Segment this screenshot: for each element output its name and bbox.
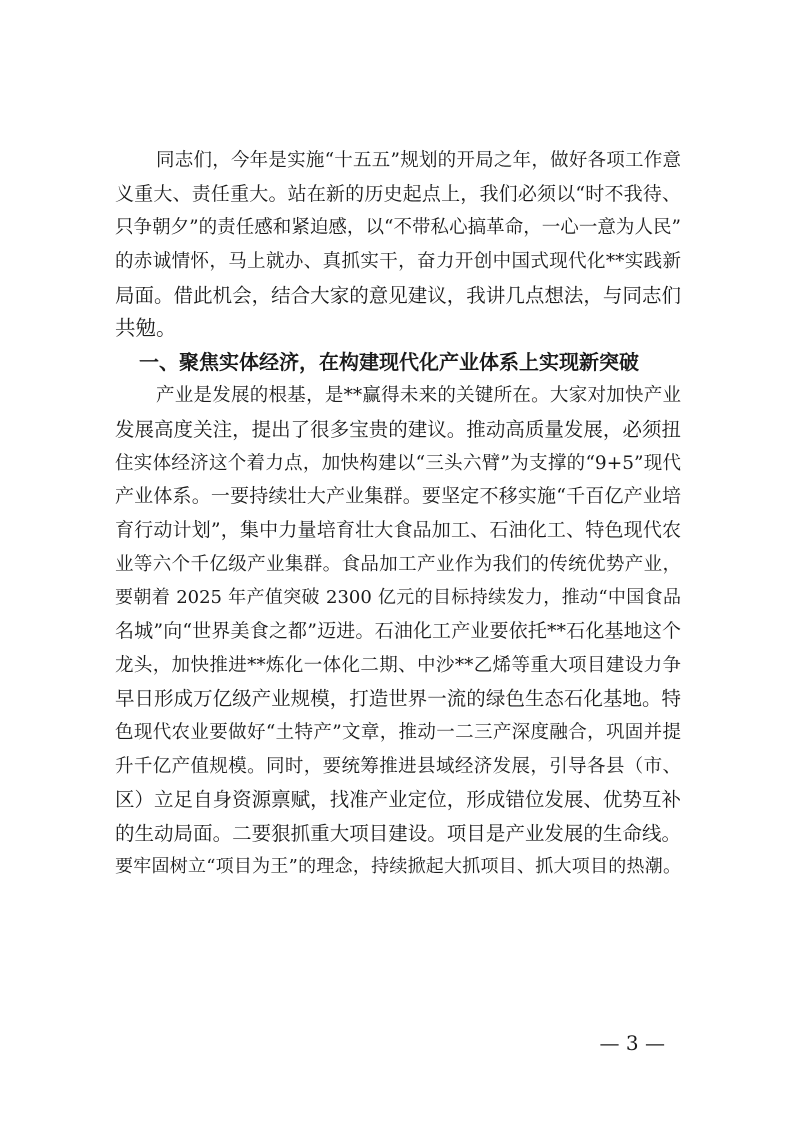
paragraph-line: 升千亿产值规模。同时，要统筹推进县域经济发展，引导各县（市、 — [115, 755, 681, 777]
paragraph-line: 局面。借此机会，结合大家的意见建议，我讲几点想法，与同志们 — [115, 283, 681, 307]
paragraph-line: 发展高度关注，提出了很多宝贵的建议。推动高质量发展，必须扭 — [115, 418, 681, 442]
paragraph-line: 区）立足自身资源禀赋，找准产业定位，形成错位发展、优势互补 — [115, 788, 681, 812]
paragraph-line: 要牢固树立“项目为王”的理念，持续掀起大抓项目、抓大项目的热潮。 — [115, 856, 681, 878]
paragraph-line: 龙头，加快推进**炼化一体化二期、中沙**乙烯等重大项目建设力争 — [115, 654, 681, 676]
paragraph-line: 同志们，今年是实施“十五五”规划的开局之年，做好各项工作意 — [156, 150, 681, 171]
paragraph-line: 共勉。 — [115, 316, 177, 341]
paragraph-line: 要朝着 2025 年产值突破 2300 亿元的目标持续发力，推动“中国食品 — [115, 587, 681, 609]
page-number: — 3 — — [599, 1031, 665, 1055]
document-body — [115, 144, 681, 884]
paragraph-line: 产业是发展的根基，是**赢得未来的关键所在。大家对加快产业 — [156, 385, 681, 407]
paragraph-line: 色现代农业要做好“土特产”文章，推动一二三产深度融合，巩固并提 — [115, 721, 681, 743]
paragraph-line: 早日形成万亿级产业规模，打造世界一流的绿色生态石化基地。特 — [115, 687, 681, 711]
paragraph-line: 产业体系。一要持续壮大产业集群。要坚定不移实施“千百亿产业培 — [115, 485, 681, 508]
paragraph-line: 育行动计划”，集中力量培育壮大食品加工、石油化工、特色现代农 — [115, 519, 681, 542]
section-heading: 一、聚焦实体经济，在构建现代化产业体系上实现新突破 — [139, 349, 639, 374]
paragraph-line: 义重大、责任重大。站在新的历史起点上，我们必须以“时不我待、 — [115, 182, 681, 205]
paragraph-line: 业等六个千亿级产业集群。食品加工产业作为我们的传统优势产业， — [115, 553, 681, 575]
paragraph-line: 的生动局面。二要狠抓重大项目建设。项目是产业发展的生命线。 — [115, 821, 681, 845]
paragraph-line: 只争朝夕”的责任感和紧迫感，以“不带私心搞革命，一心一意为人民” — [115, 217, 681, 239]
paragraph-line: 住实体经济这个着力点，加快构建以“三头六臂”为支撑的“9+5”现代 — [115, 452, 681, 474]
paragraph-line: 名城”向“世界美食之都”迈进。石油化工产业要依托**石化基地这个 — [115, 619, 681, 642]
paragraph-line: 的赤诚情怀，马上就办、真抓实干，奋力开创中国式现代化**实践新 — [115, 250, 681, 272]
